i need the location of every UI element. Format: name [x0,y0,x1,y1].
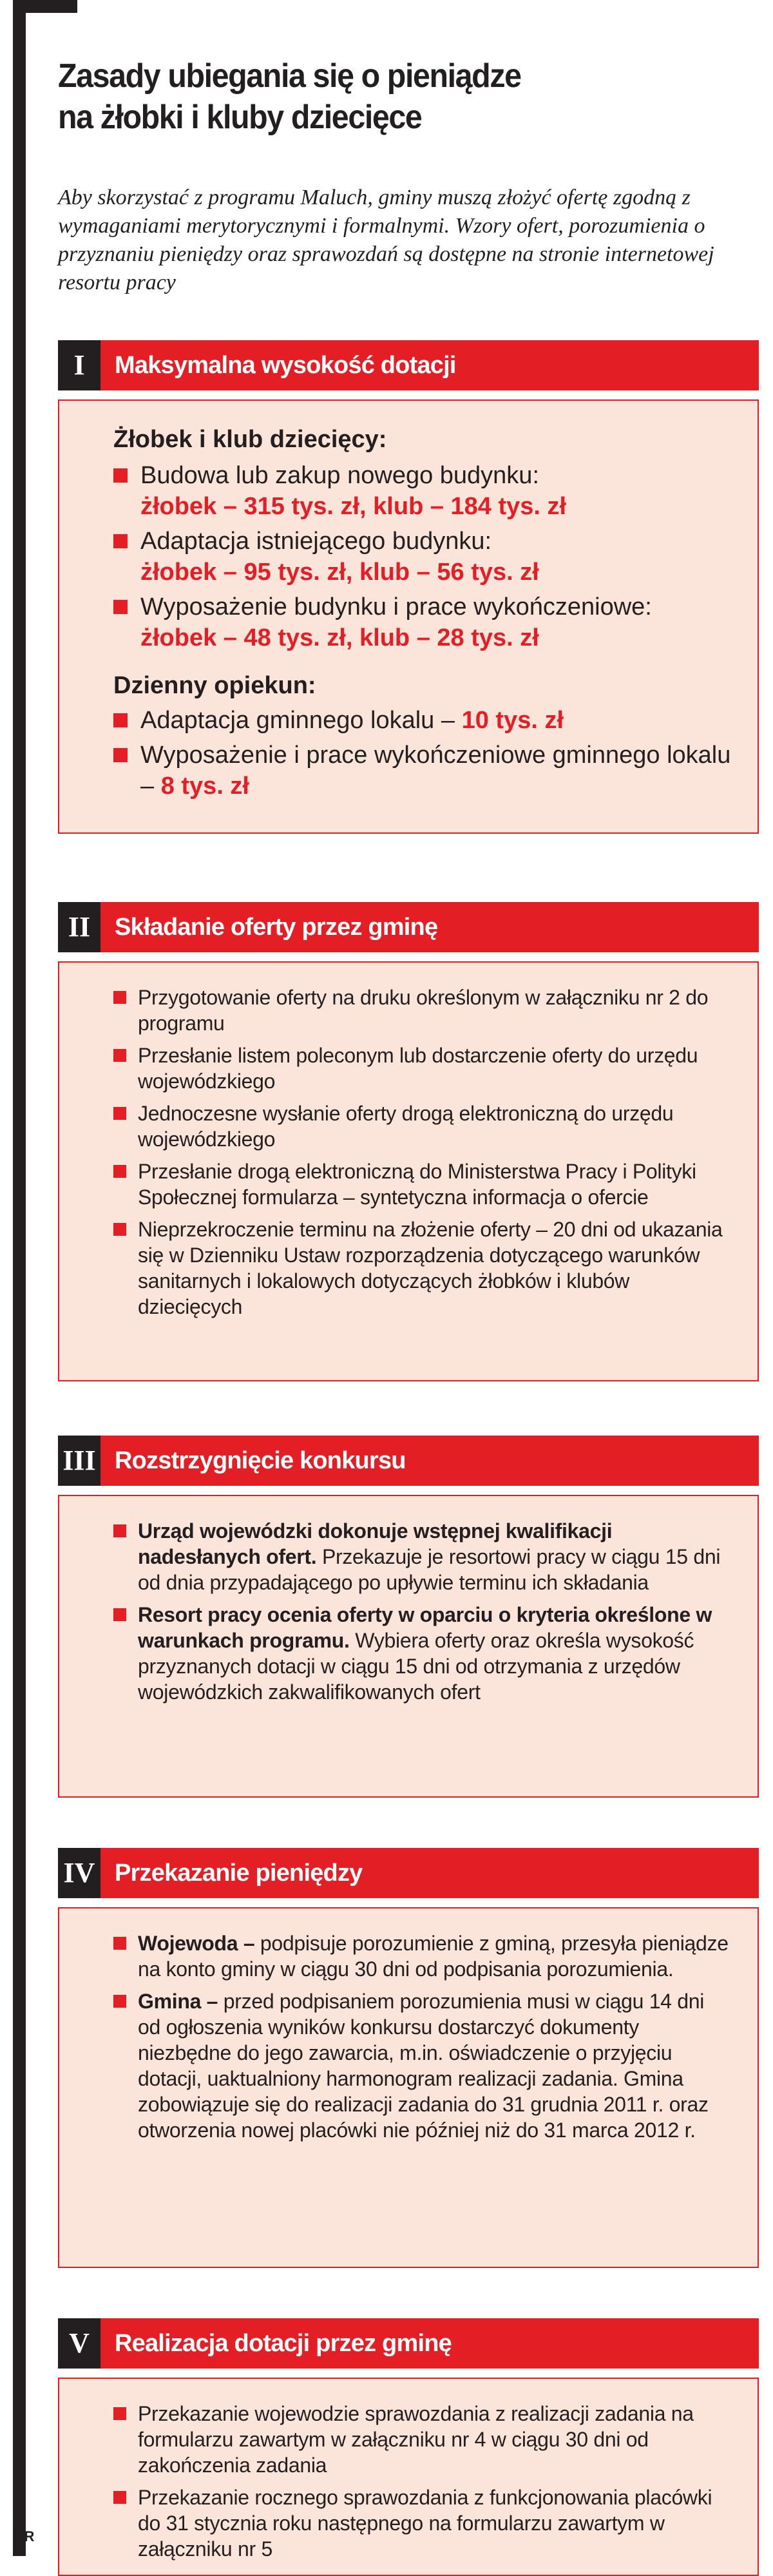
section-number: IV [58,1848,100,1898]
section-5 [58,2318,759,2576]
section-box [58,1495,759,1798]
section-2 [58,902,759,1381]
list-item: Adaptacja istniejącego budynku: żłobek – 95 tys. zł, klub – 56 tys. zł [113,526,732,588]
section-box [58,399,759,834]
group-title: Żłobek i klub dziecięcy: [113,426,387,453]
bullet-square-icon [113,1995,126,2008]
section-title: Przekazanie pieniędzy [115,1860,363,1887]
section-title: Rozstrzygnięcie konkursu [115,1447,406,1474]
bullet-square-icon [113,2407,126,2420]
bullet-square-icon [113,1049,126,1062]
page-title [58,55,710,138]
section-number: II [58,902,100,952]
section-header [58,340,759,390]
title-line-1: Zasady ubiegania się o pieniądze [58,57,521,95]
left-rule [13,0,26,2556]
section-title: Składanie oferty przez gminę [115,914,438,941]
section-header [58,1848,759,1898]
bullet-square-icon [113,1165,126,1178]
section-header [58,902,759,952]
item-list [113,460,732,653]
bullet-square-icon [113,748,128,762]
list-item: Nieprzekroczenie terminu na złożenie oferty – 20 dni od ukazania się w Dzienniku Ustaw rozporządzenia dotyczącego warunków sanitarnych i lokalowych dotyczących żłobków i klubów dziecięcych [113,1216,732,1320]
bullet-square-icon [113,991,126,1004]
item-list [113,1518,732,1705]
list-item: Adaptacja gminnego lokalu – 10 tys. zł [113,705,732,736]
section-header [58,1436,759,1486]
author-credit: ŁR [15,2528,35,2544]
list-item: Resort pracy ocenia oferty w oparciu o kryteria określone w warunkach programu. Wybiera oferty oraz określa wysokość przyznanych dotacji w ciągu 15 dni od otrzymania z urzędów wojewódzkich zakwalifikowanych ofert [113,1602,732,1705]
item-list [113,1930,732,2143]
list-item: Przesłanie drogą elektroniczną do Ministerstwa Pracy i Polityki Społecznej formularza – syntetyczna informacja o ofercie [113,1158,732,1210]
bullet-square-icon [113,468,128,483]
bullet-square-icon [113,1223,126,1236]
title-line-2: na żłobki i kluby dziecięce [58,99,422,136]
section-3 [58,1436,759,1798]
list-item: Przekazanie wojewodzie sprawozdania z realizacji zadania na formularzu zawartym w załączniku nr 4 w ciągu 30 dni od zakończenia zadania [113,2401,732,2478]
item-list [113,2401,732,2562]
intro-text: Aby skorzystać z programu Maluch, gminy muszą złożyć ofertę zgodną z wymaganiami merytorycznymi i formalnymi. Wzory ofert, porozumienia o przyznaniu pieniędzy oraz sprawozdań są dostępne na stronie internetowej resortu pracy [58,186,714,294]
list-item: Jednoczesne wysłanie oferty drogą elektroniczną do urzędu wojewódzkiego [113,1101,732,1152]
list-item: Wojewoda – podpisuje porozumienie z gminą, przesyła pieniądze na konto gminy w ciągu 30 dni od podpisania porozumienia. [113,1930,732,1982]
list-item: Wyposażenie budynku i prace wykończeniowe: żłobek – 48 tys. zł, klub – 28 tys. zł [113,591,732,653]
section-box [58,2378,759,2576]
section-title: Maksymalna wysokość dotacji [115,352,456,379]
bullet-square-icon [113,1524,126,1537]
bullet-square-icon [113,600,128,614]
list-item: Budowa lub zakup nowego budynku: żłobek – 315 tys. zł, klub – 184 tys. zł [113,460,732,522]
bullet-square-icon [113,713,128,727]
section-box [58,961,759,1381]
group-title: Dzienny opiekun: [113,672,316,699]
section-4 [58,1848,759,2268]
list-item: Przygotowanie oferty na druku określonym w załączniku nr 2 do programu [113,985,732,1036]
section-box [58,1907,759,2268]
list-item: Wyposażenie i prace wykończeniowe gminnego lokalu – 8 tys. zł [113,740,732,802]
list-item: Urząd wojewódzki dokonuje wstępnej kwalifikacji nadesłanych ofert. Przekazuje je resortowi pracy w ciągu 15 dni od dnia przypadającego po upływie terminu ich składania [113,1518,732,1595]
bullet-square-icon [113,1608,126,1621]
section-header [58,2318,759,2369]
bullet-square-icon [113,2491,126,2504]
section-title: Realizacja dotacji przez gminę [115,2330,452,2357]
item-list [113,705,732,802]
section-number: I [58,340,100,390]
item-list [113,985,732,1320]
list-item: Gmina – przed podpisaniem porozumienia musi w ciągu 14 dni od ogłoszenia wyników konkursu dostarczyć dokumenty niezbędne do jego zawarcia, m.in. oświadczenie o przyjęciu dotacji, uaktualniony harmonogram realizacji zadania. Gmina zobowiązuje się do realizacji zadania do 31 grudnia 2011 r. oraz otworzenia nowej placówki nie później niż do 31 marca 2012 r. [113,1988,732,2143]
section-number: III [58,1436,100,1486]
section-number: V [58,2318,100,2369]
bullet-square-icon [113,534,128,548]
list-item: Przesłanie listem poleconym lub dostarczenie oferty do urzędu wojewódzkiego [113,1043,732,1094]
bullet-square-icon [113,1107,126,1120]
list-item: Przekazanie rocznego sprawozdania z funkcjonowania placówki do 31 stycznia roku następnego na formularzu zawartym w załączniku nr 5 [113,2485,732,2562]
bullet-square-icon [113,1937,126,1950]
section-1 [58,340,759,834]
